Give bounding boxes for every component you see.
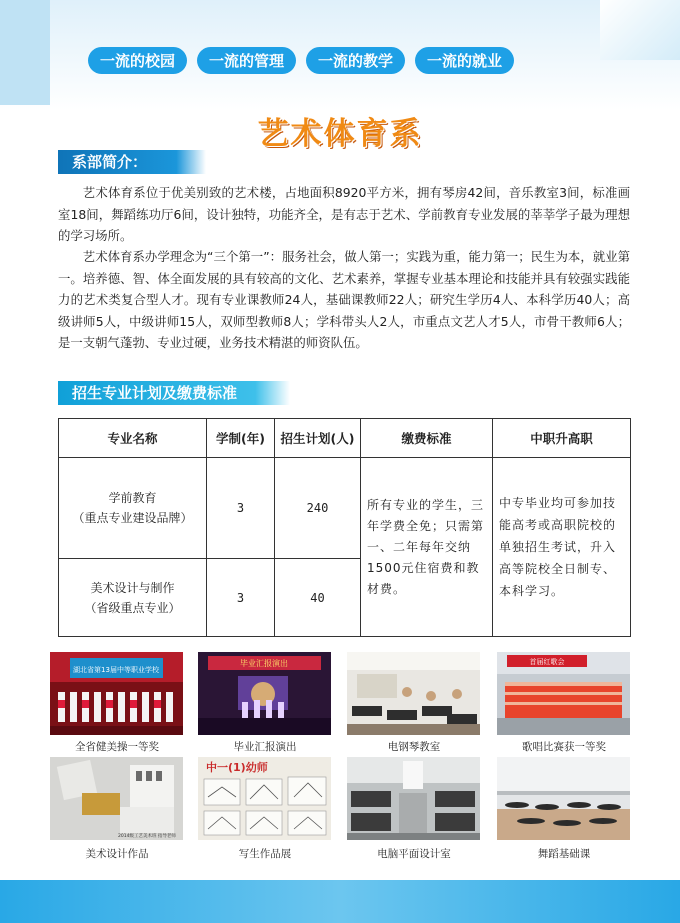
- major-name: 美术设计与制作: [90, 580, 175, 595]
- photo-art-design-works: [50, 757, 183, 840]
- header-major: 专业名称: [59, 419, 207, 458]
- photo-caption: 歌唱比赛获一等奖: [522, 741, 606, 753]
- header-pathway: 中职升高职: [493, 419, 631, 458]
- photo-dance-class: [497, 757, 630, 840]
- major-note: （省级重点专业）: [84, 600, 181, 615]
- photo-graduation-show: [198, 652, 331, 735]
- major-cell: [59, 559, 207, 637]
- major-name: 学前教育: [108, 491, 157, 505]
- enroll-heading: 招生专业计划及缴费标准: [58, 381, 290, 405]
- corner-decoration-left: [0, 0, 50, 105]
- slogan-bar: [88, 47, 514, 74]
- corner-decoration-right: [600, 0, 680, 60]
- photo-sketch-exhibition: [198, 757, 331, 840]
- plan-cell: 40: [275, 559, 361, 637]
- banner-text: 首届红歌会: [529, 658, 565, 666]
- pathway-cell: 中专毕业均可参加技能高考或高职院校的单独招生考试，升入高等院校全日制专、本科学习。: [493, 458, 631, 637]
- intro-heading: 系部简介：: [58, 150, 206, 174]
- years-cell: 3: [207, 458, 275, 559]
- photo-caption: 毕业汇报演出: [233, 741, 297, 753]
- photo-singing-contest: [497, 652, 630, 735]
- photo-piano-room: [347, 652, 480, 735]
- photo-caption: 全省健美操一等奖: [75, 741, 159, 753]
- slogan-management: 一流的管理: [197, 47, 296, 74]
- major-note: （重点专业建设品牌）: [72, 511, 193, 525]
- intro-paragraph-1: 艺术体育系位于优美别致的艺术楼，占地面积8920平方米，拥有琴房42间，音乐教室3间，标准画室18间，舞蹈练功厅6间，设计独特，功能齐全，是有志于艺术、学前教育专业发展的莘莘学子最为理想的学习场所。: [58, 185, 630, 243]
- slogan-teaching: 一流的教学: [306, 47, 405, 74]
- exhibition-title-text: 中一(1)幼师: [206, 761, 268, 774]
- slogan-campus: 一流的校园: [88, 47, 187, 74]
- intro-paragraph-2: 艺术体育系办学理念为“三个第一”：服务社会，做人第一；实践为重，能力第一；民生为本，就业第一。培养德、智、体全面发展的具有较高的文化、艺术素养，掌握专业基本理论和技能并具有较强实践能力的艺术类复合型人才。现有专业课教师24人，基础课教师22人；研究生学历4人、本科学历40人；高级讲师5人，中级讲师15人，双师型教师8人；学科带头人2人，市重点文艺人才5人，市骨干教师6人；是一支朝气蓬勃、专业过硬，业务技术精湛的师资队伍。: [58, 249, 630, 350]
- photo-computer-design-room: [347, 757, 480, 840]
- photo-aerobics-award: [50, 652, 183, 735]
- page-title: 艺术体育系: [257, 116, 423, 152]
- photo-caption: 美术设计作品: [85, 848, 149, 860]
- footer-bar: [0, 880, 680, 923]
- photo-label-text: 2014级工艺美术班 指导老师: [118, 834, 176, 839]
- table-header-row: [59, 419, 631, 458]
- major-cell: [59, 458, 207, 559]
- photo-caption: 舞蹈基础课: [537, 848, 591, 860]
- photo-caption: 电钢琴教室: [387, 741, 441, 753]
- header-plan: 招生计划(人): [275, 419, 361, 458]
- years-cell: 3: [207, 559, 275, 637]
- banner-text: 毕业汇报演出: [240, 659, 288, 668]
- header-years: 学制(年): [207, 419, 275, 458]
- banner-text: 湖北省第13届中等职业学校: [73, 666, 159, 674]
- photo-caption: 电脑平面设计室: [377, 848, 451, 860]
- enrollment-table: [58, 418, 631, 637]
- fee-cell: 所有专业的学生，三年学费全免；只需第一、二年每年交纳1500元住宿费和教材费。: [361, 458, 493, 637]
- table-row: [59, 458, 631, 559]
- plan-cell: 240: [275, 458, 361, 559]
- header-fee: 缴费标准: [361, 419, 493, 458]
- photo-caption: 写生作品展: [238, 848, 292, 860]
- slogan-employment: 一流的就业: [415, 47, 514, 74]
